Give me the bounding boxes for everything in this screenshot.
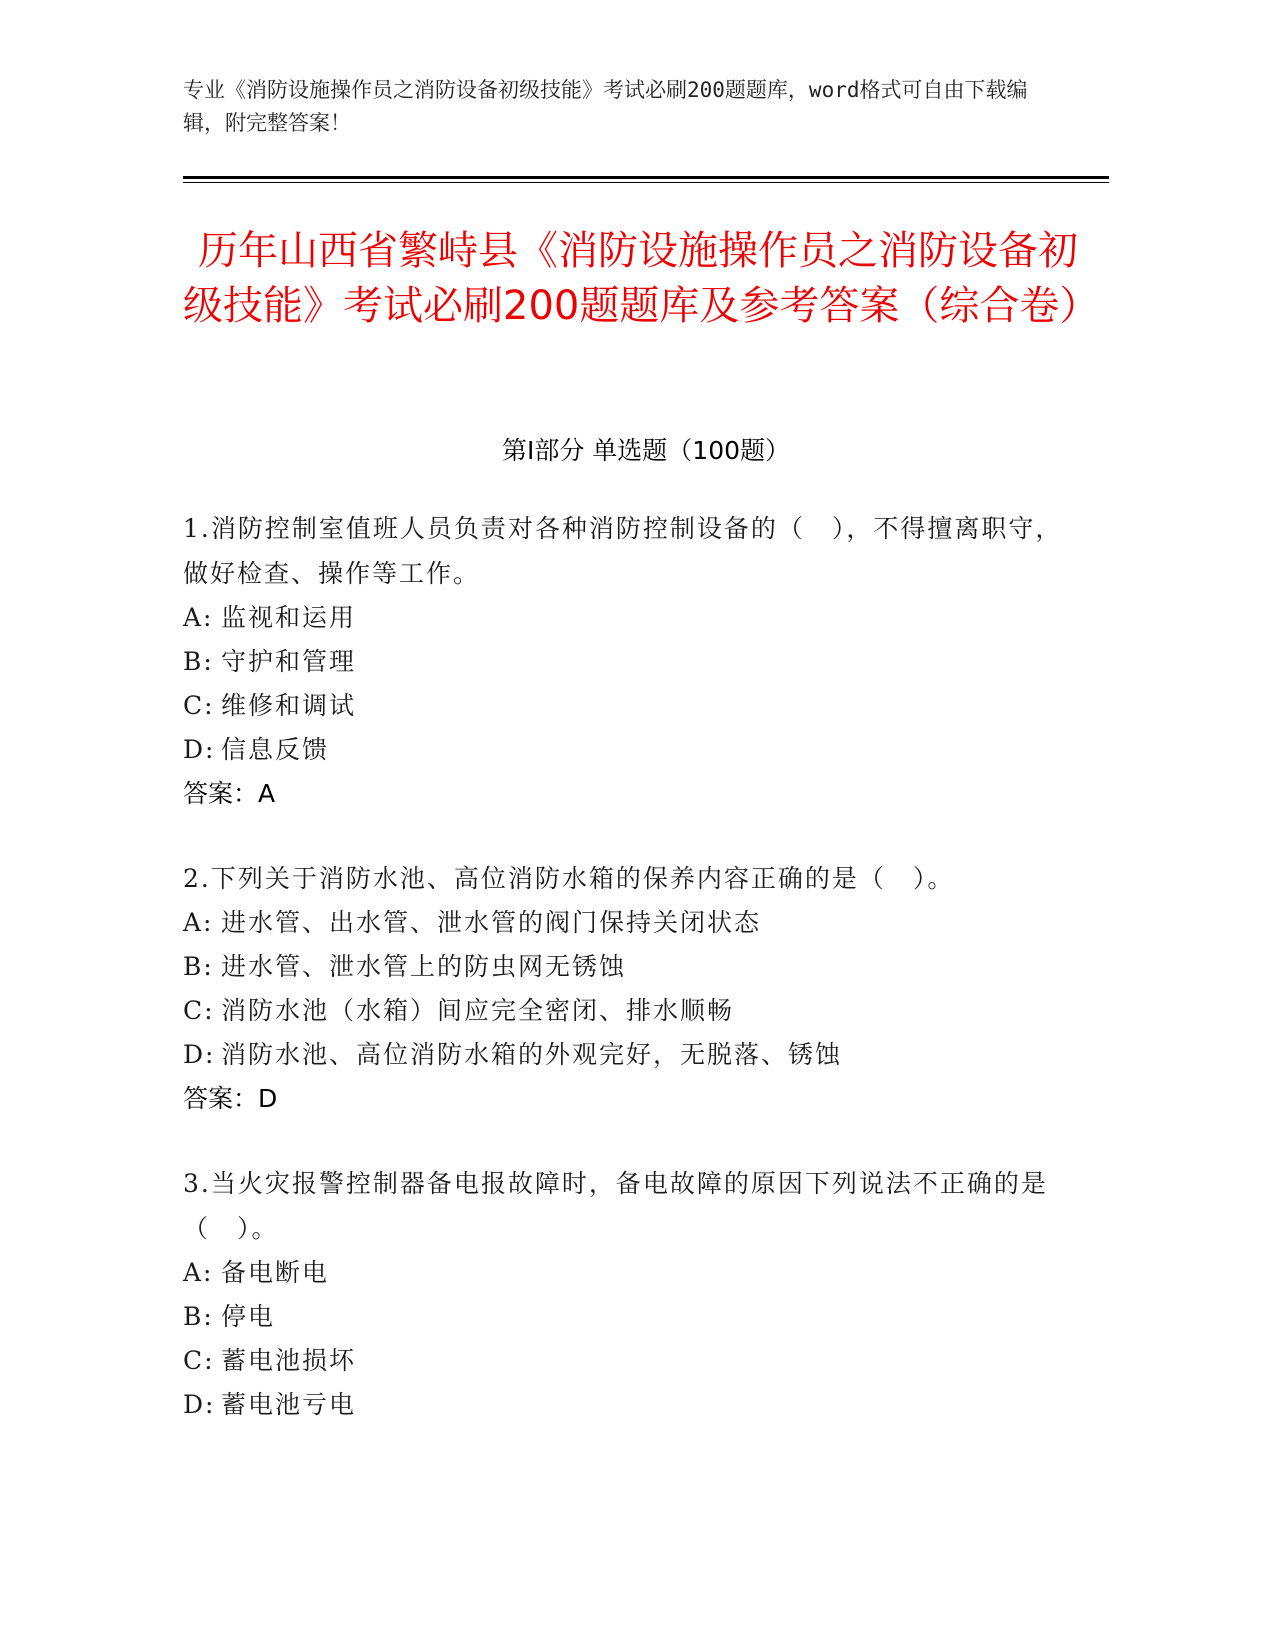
option-letter: A: [183, 908, 214, 937]
option-text: 进水管、出水管、泄水管的阀门保持关闭状态 [221, 908, 762, 937]
answer-line: 答案：D [183, 1084, 278, 1113]
option-text: 消防水池、高位消防水箱的外观完好，无脱落、锈蚀 [221, 1040, 843, 1069]
question-stem: 1.消防控制室值班人员负责对各种消防控制设备的（ ），不得擅离职守，做好检查、操作等工作。 [183, 514, 1063, 588]
option-b [183, 1295, 1063, 1339]
option-b [183, 640, 1063, 684]
option-text: 进水管、泄水管上的防虫网无锈蚀 [221, 952, 627, 981]
option-letter: B: [183, 1302, 214, 1331]
header-divider-thick [183, 176, 1109, 179]
option-letter: B: [183, 647, 214, 676]
option-d [183, 1383, 1063, 1427]
question-3 [183, 1161, 1063, 1427]
question-2 [183, 856, 1063, 1121]
option-c [183, 989, 1063, 1033]
option-a [183, 901, 1063, 945]
header-divider-thin [183, 182, 1109, 183]
answer-line: 答案：A [183, 779, 276, 808]
option-b [183, 945, 1063, 989]
option-c [183, 1339, 1063, 1383]
option-text: 消防水池（水箱）间应完全密闭、排水顺畅 [221, 996, 735, 1025]
option-letter: D: [183, 1390, 216, 1419]
option-a [183, 596, 1063, 640]
question-stem: 3.当火灾报警控制器备电报故障时，备电故障的原因下列说法不正确的是（ ）。 [183, 1169, 1048, 1243]
option-text: 备电断电 [221, 1258, 330, 1287]
question-stem: 2.下列关于消防水池、高位消防水箱的保养内容正确的是（ ）。 [183, 864, 955, 893]
option-text: 停电 [221, 1302, 276, 1331]
document-title: 历年山西省繁峙县《消防设施操作员之消防设备初级技能》考试必刷200题题库及参考答案（综合卷） [183, 228, 1100, 329]
option-text: 守护和管理 [221, 647, 357, 676]
option-text: 蓄电池亏电 [221, 1390, 357, 1419]
option-letter: B: [183, 952, 214, 981]
question-list [183, 506, 1063, 1467]
option-letter: D: [183, 735, 216, 764]
option-c [183, 684, 1063, 728]
option-text: 维修和调试 [221, 691, 357, 720]
option-text: 蓄电池损坏 [221, 1346, 357, 1375]
option-d [183, 728, 1063, 772]
option-letter: C: [183, 1346, 215, 1375]
option-text: 监视和运用 [221, 603, 357, 632]
section-heading: 第Ⅰ部分 单选题（100题） [501, 436, 791, 465]
option-letter: A: [183, 603, 214, 632]
question-1 [183, 506, 1063, 816]
header-note: 专业《消防设施操作员之消防设备初级技能》考试必刷200题题库，word格式可自由下载编辑，附完整答案！ [183, 78, 1028, 135]
option-d [183, 1033, 1063, 1077]
option-text: 信息反馈 [221, 735, 330, 764]
option-letter: A: [183, 1258, 214, 1287]
option-letter: C: [183, 691, 215, 720]
option-a [183, 1251, 1063, 1295]
option-letter: C: [183, 996, 215, 1025]
option-letter: D: [183, 1040, 216, 1069]
